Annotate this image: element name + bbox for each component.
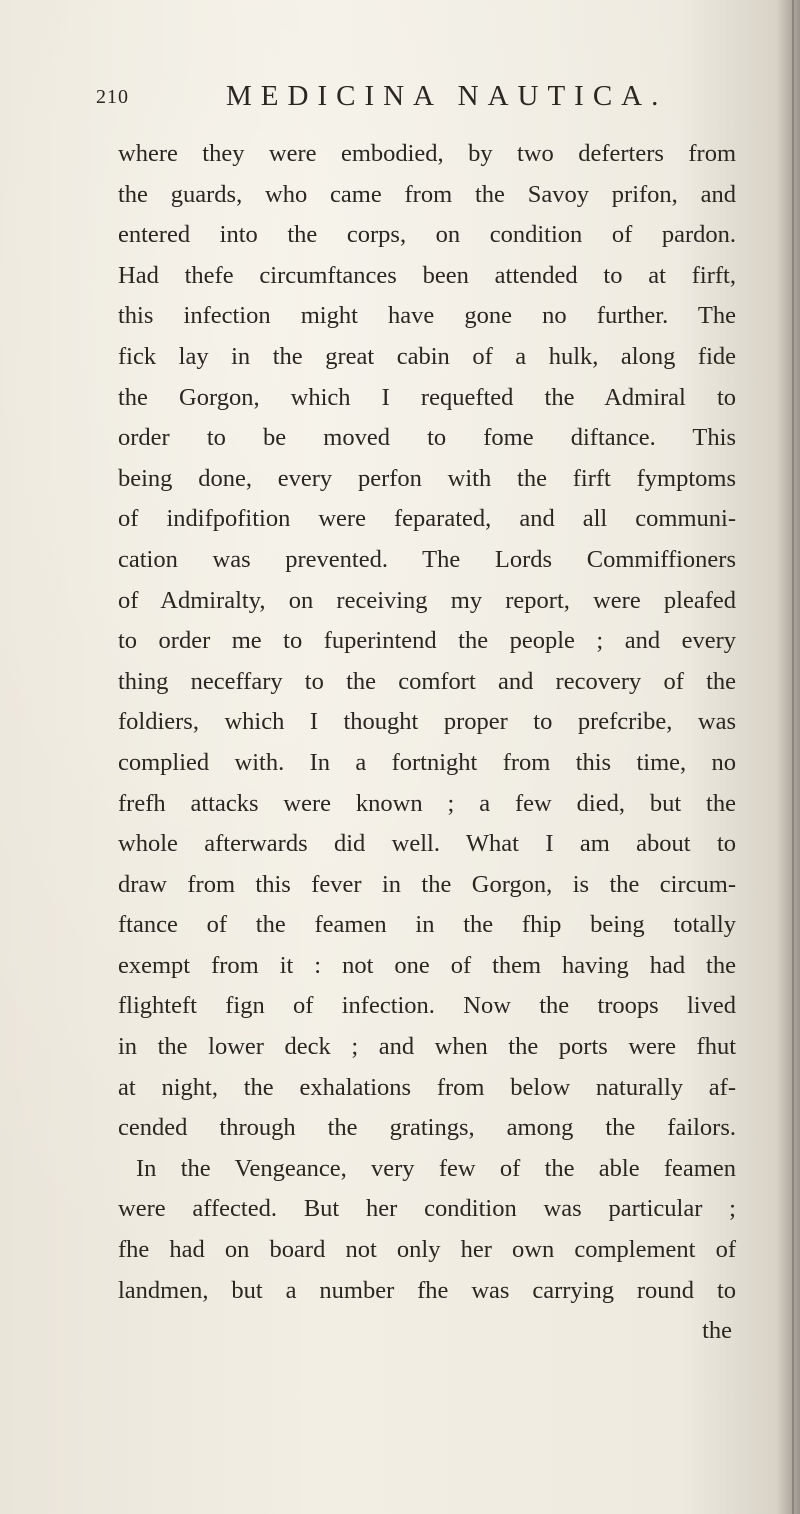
- text-line: draw from this fever in the Gorgon, is the circum-: [118, 870, 736, 898]
- text-line: in the lower deck ; and when the ports were fhut: [118, 1033, 736, 1061]
- text-line: where they were embodied, by two deferters from: [118, 140, 736, 167]
- text-line: frefh attacks were known ; a few died, but the: [118, 789, 736, 817]
- text-line: cation was prevented. The Lords Commiffioners: [118, 545, 736, 573]
- text-line: foldiers, which I thought proper to prefcribe, was: [118, 708, 736, 736]
- text-line: ftance of the feamen in the fhip being totally: [118, 911, 736, 939]
- text-line: entered into the corps, on condition of pardon.: [118, 221, 736, 249]
- text-line: order to be moved to fome diftance. This: [118, 424, 736, 452]
- text-line: whole afterwards did well. What I am about to: [118, 830, 736, 858]
- text-line: exempt from it : not one of them having had the: [118, 951, 736, 979]
- text-line: complied with. In a fortnight from this time, no: [118, 748, 736, 776]
- text-line: landmen, but a number fhe was carrying round to: [118, 1276, 736, 1304]
- page-header: [96, 80, 716, 120]
- text-line: flighteft fign of infection. Now the troops lived: [118, 992, 736, 1020]
- catchword: the: [702, 1317, 732, 1345]
- text-line: the Gorgon, which I requefted the Admiral to: [118, 383, 736, 411]
- text-line: this infection might have gone no further. The: [118, 302, 736, 330]
- text-line: thing neceffary to the comfort and recovery of the: [118, 667, 736, 695]
- text-line: fhe had on board not only her own complement of: [118, 1236, 736, 1264]
- text-line: were affected. But her condition was particular ;: [118, 1195, 736, 1223]
- text-line: Had thefe circumftances been attended to at firft,: [118, 261, 736, 289]
- text-line: being done, every perfon with the firft fymptoms: [118, 464, 736, 492]
- text-line: In the Vengeance, very few of the able feamen: [136, 1154, 736, 1182]
- text-line: at night, the exhalations from below naturally af-: [118, 1073, 736, 1101]
- page-number: 210: [96, 86, 129, 108]
- text-line: of indifpofition were feparated, and all communi-: [118, 505, 736, 533]
- text-line: fick lay in the great cabin of a hulk, along fide: [118, 342, 736, 370]
- body-text: [118, 134, 736, 1352]
- text-line: the guards, who came from the Savoy prifon, and: [118, 180, 736, 208]
- text-line: cended through the gratings, among the failors.: [118, 1114, 736, 1142]
- running-title: MEDICINA NAUTICA.: [226, 80, 668, 112]
- text-line: to order me to fuperintend the people ; and every: [118, 627, 736, 655]
- text-line: of Admiralty, on receiving my report, were pleafed: [118, 586, 736, 614]
- page-edge: [792, 0, 794, 1514]
